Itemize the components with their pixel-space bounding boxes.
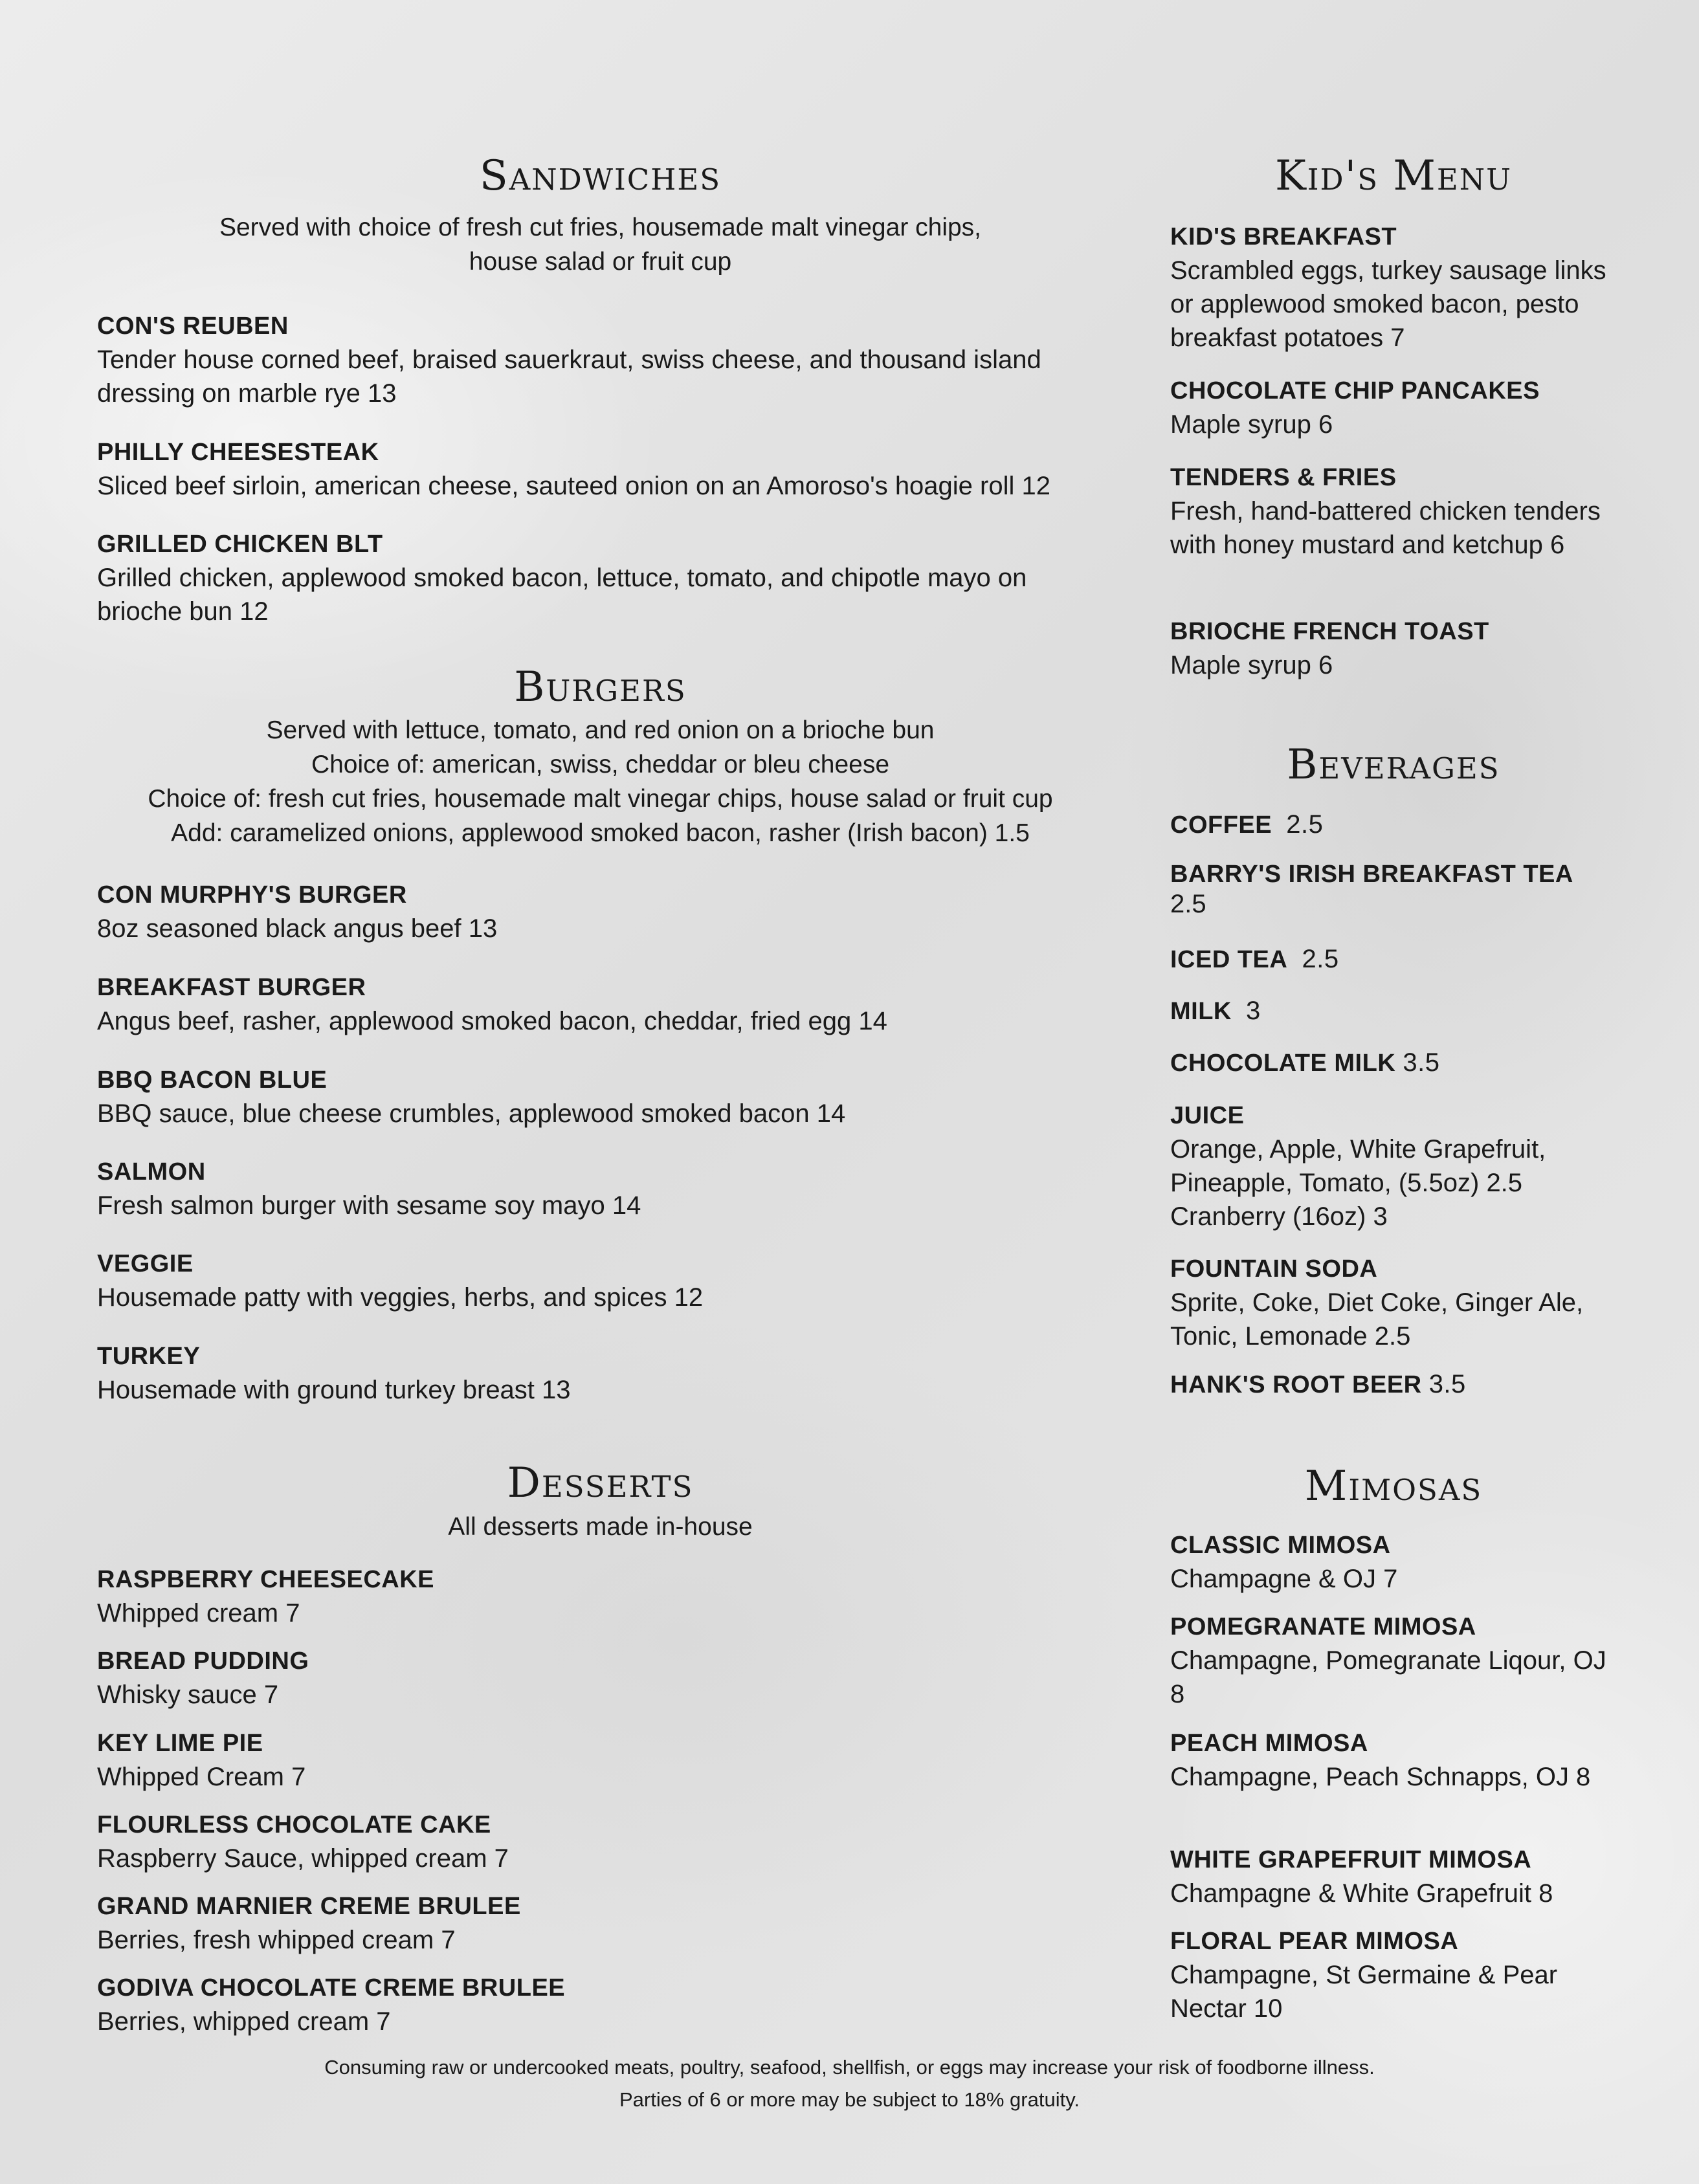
item-name: FOUNTAIN SODA	[1170, 1255, 1378, 1283]
menu-item-pomegranate-mimosa	[1170, 1610, 1617, 1711]
menu-item-hanks-root-beer	[1170, 1367, 1617, 1402]
item-name: ICED TEA	[1170, 946, 1288, 973]
menu-item-white-grapefruit-mimosa	[1170, 1843, 1617, 1910]
menu-item-key-lime-pie	[97, 1726, 1104, 1794]
item-name: TENDERS & FRIES	[1170, 464, 1397, 491]
item-name: CON MURPHY'S BURGER	[97, 881, 407, 909]
item-desc: Champagne, St Germaine & Pear Nectar 10	[1170, 1961, 1558, 2023]
sandwiches-title: Sandwiches	[479, 152, 722, 200]
item-desc: Champagne, Peach Schnapps, OJ 8	[1170, 1763, 1591, 1791]
menu-item-coffee	[1170, 808, 1617, 842]
item-name: COFFEE	[1170, 811, 1272, 839]
item-desc: Whipped cream 7	[97, 1599, 300, 1627]
menu-item-cons-reuben	[97, 309, 1104, 410]
item-name: BRIOCHE FRENCH TOAST	[1170, 618, 1489, 645]
menu-item-classic-mimosa	[1170, 1528, 1617, 1596]
item-name: KID'S BREAKFAST	[1170, 223, 1397, 250]
item-desc: 8oz seasoned black angus beef 13	[97, 914, 498, 943]
item-name: PHILLY CHEESESTEAK	[97, 439, 379, 466]
item-desc: Champagne & White Grapefruit 8	[1170, 1879, 1553, 1908]
item-desc: Maple syrup 6	[1170, 410, 1333, 439]
item-name: BBQ BACON BLUE	[97, 1066, 328, 1094]
item-desc: BBQ sauce, blue cheese crumbles, applewood smoked bacon 14	[97, 1099, 846, 1128]
item-desc: Whisky sauce 7	[97, 1681, 279, 1709]
menu-item-salmon	[97, 1155, 1104, 1222]
item-name: CHOCOLATE MILK	[1170, 1050, 1396, 1077]
footer-gratuity-notice: Parties of 6 or more may be subject to 18% gratuity.	[619, 2088, 1080, 2111]
item-desc: Tender house corned beef, braised sauerkraut, swiss cheese, and thousand island dressing on marble rye 13	[97, 346, 1041, 408]
menu-item-chocolate-milk	[1170, 1046, 1617, 1080]
item-name: SALMON	[97, 1158, 206, 1186]
item-name: FLOURLESS CHOCOLATE CAKE	[97, 1811, 491, 1838]
item-name: TURKEY	[97, 1343, 201, 1370]
item-name: RASPBERRY CHEESECAKE	[97, 1566, 434, 1593]
menu-item-kids-breakfast	[1170, 220, 1617, 355]
menu-item-grand-marnier-creme-brulee	[97, 1890, 1104, 1957]
sandwiches-subtitle-line2: house salad or fruit cup	[469, 248, 732, 276]
footer-disclaimer	[0, 2051, 1699, 2116]
item-name: BREAD PUDDING	[97, 1648, 309, 1675]
item-name: CLASSIC MIMOSA	[1170, 1532, 1391, 1559]
item-desc: Champagne & OJ 7	[1170, 1565, 1398, 1593]
item-name: CON'S REUBEN	[97, 313, 289, 340]
item-name: CHOCOLATE CHIP PANCAKES	[1170, 377, 1540, 404]
desserts-title: Desserts	[507, 1459, 694, 1507]
item-desc-cranberry: Cranberry (16oz) 3	[1170, 1202, 1388, 1231]
menu-item-peach-mimosa	[1170, 1726, 1617, 1794]
footer-raw-food-warning: Consuming raw or undercooked meats, poultry, seafood, shellfish, or eggs may increase your risk of foodborne illness.	[324, 2056, 1375, 2079]
item-name: WHITE GRAPEFRUIT MIMOSA	[1170, 1846, 1532, 1873]
item-name: PEACH MIMOSA	[1170, 1730, 1368, 1757]
burgers-subtitle-line3: Choice of: fresh cut fries, housemade malt vinegar chips, house salad or fruit cup	[148, 785, 1053, 813]
item-desc: 2.5	[1170, 890, 1206, 918]
mimosas-title: Mimosas	[1304, 1462, 1483, 1510]
item-desc: Scrambled eggs, turkey sausage links or applewood smoked bacon, pesto breakfast potatoes 7	[1170, 256, 1606, 352]
menu-item-con-murphys-burger	[97, 878, 1104, 945]
item-desc: Raspberry Sauce, whipped cream 7	[97, 1844, 509, 1873]
kids-menu-title: Kid's Menu	[1274, 152, 1513, 200]
burgers-subtitle-line4: Add: caramelized onions, applewood smoked bacon, rasher (Irish bacon) 1.5	[171, 819, 1030, 847]
item-price: 3.5	[1403, 1048, 1440, 1077]
menu-item-breakfast-burger	[97, 971, 1104, 1038]
item-desc: Housemade patty with veggies, herbs, and spices 12	[97, 1283, 704, 1312]
item-price: 2.5	[1286, 810, 1324, 839]
item-desc: Berries, fresh whipped cream 7	[97, 1926, 456, 1954]
burgers-subtitle-line2: Choice of: american, swiss, cheddar or bleu cheese	[311, 751, 890, 778]
item-price: 3.5	[1428, 1370, 1466, 1398]
item-desc: Fresh, hand-battered chicken tenders with honey mustard and ketchup 6	[1170, 497, 1601, 559]
menu-item-grilled-chicken-blt	[97, 527, 1104, 628]
item-name: KEY LIME PIE	[97, 1730, 263, 1757]
item-desc: Maple syrup 6	[1170, 651, 1333, 679]
item-desc: Sprite, Coke, Diet Coke, Ginger Ale, Tonic, Lemonade 2.5	[1170, 1288, 1584, 1351]
burgers-title: Burgers	[514, 663, 687, 711]
menu-item-brioche-french-toast	[1170, 615, 1617, 682]
menu-item-godiva-chocolate-creme-brulee	[97, 1971, 1104, 2038]
menu-item-juice	[1170, 1099, 1617, 1233]
menu-item-chocolate-chip-pancakes	[1170, 374, 1617, 441]
menu-item-veggie	[97, 1247, 1104, 1314]
item-name: GODIVA CHOCOLATE CREME BRULEE	[97, 1974, 566, 2002]
menu-item-raspberry-cheesecake	[97, 1563, 1104, 1630]
desserts-subtitle: All desserts made in-house	[448, 1513, 753, 1541]
item-desc: Housemade with ground turkey breast 13	[97, 1376, 571, 1404]
beverages-title: Beverages	[1287, 741, 1500, 789]
menu-item-iced-tea	[1170, 942, 1617, 976]
menu-item-tenders-and-fries	[1170, 461, 1617, 562]
item-price: 2.5	[1302, 945, 1339, 973]
item-desc: Grilled chicken, applewood smoked bacon, lettuce, tomato, and chipotle mayo on brioche bun 12	[97, 564, 1027, 626]
item-desc: Angus beef, rasher, applewood smoked bacon, cheddar, fried egg 14	[97, 1007, 887, 1035]
item-name: FLORAL PEAR MIMOSA	[1170, 1928, 1459, 1955]
item-desc: Fresh salmon burger with sesame soy mayo 14	[97, 1191, 641, 1220]
item-name: JUICE	[1170, 1102, 1245, 1129]
item-name: MILK	[1170, 998, 1232, 1025]
item-desc: Orange, Apple, White Grapefruit, Pineapple, Tomato, (5.5oz) 2.5	[1170, 1135, 1546, 1197]
item-name: HANK'S ROOT BEER	[1170, 1371, 1422, 1398]
menu-item-philly-cheesesteak	[97, 436, 1104, 503]
item-desc: Champagne, Pomegranate Liqour, OJ 8	[1170, 1646, 1606, 1708]
item-desc: Whipped Cream 7	[97, 1763, 306, 1791]
item-name: GRILLED CHICKEN BLT	[97, 531, 383, 558]
item-price: 3	[1246, 997, 1261, 1025]
item-desc: Sliced beef sirloin, american cheese, sauteed onion on an Amoroso's hoagie roll 12	[97, 472, 1050, 500]
item-name: POMEGRANATE MIMOSA	[1170, 1613, 1476, 1640]
sandwiches-subtitle-line1: Served with choice of fresh cut fries, housemade malt vinegar chips,	[219, 214, 982, 241]
menu-item-turkey	[97, 1340, 1104, 1407]
item-desc: Berries, whipped cream 7	[97, 2007, 391, 2036]
menu-item-flourless-chocolate-cake	[97, 1808, 1104, 1875]
item-name: GRAND MARNIER CREME BRULEE	[97, 1893, 521, 1920]
menu-item-floral-pear-mimosa	[1170, 1925, 1617, 2025]
menu-item-barrys-irish-breakfast-tea	[1170, 859, 1617, 919]
item-name: BREAKFAST BURGER	[97, 974, 366, 1001]
item-name: BARRY'S IRISH BREAKFAST TEA	[1170, 861, 1573, 888]
item-name: VEGGIE	[97, 1250, 194, 1277]
menu-item-bread-pudding	[97, 1644, 1104, 1712]
menu-item-milk	[1170, 994, 1617, 1028]
menu-item-bbq-bacon-blue	[97, 1063, 1104, 1131]
burgers-subtitle-line1: Served with lettuce, tomato, and red onion on a brioche bun	[266, 716, 935, 744]
menu-item-fountain-soda	[1170, 1252, 1617, 1353]
